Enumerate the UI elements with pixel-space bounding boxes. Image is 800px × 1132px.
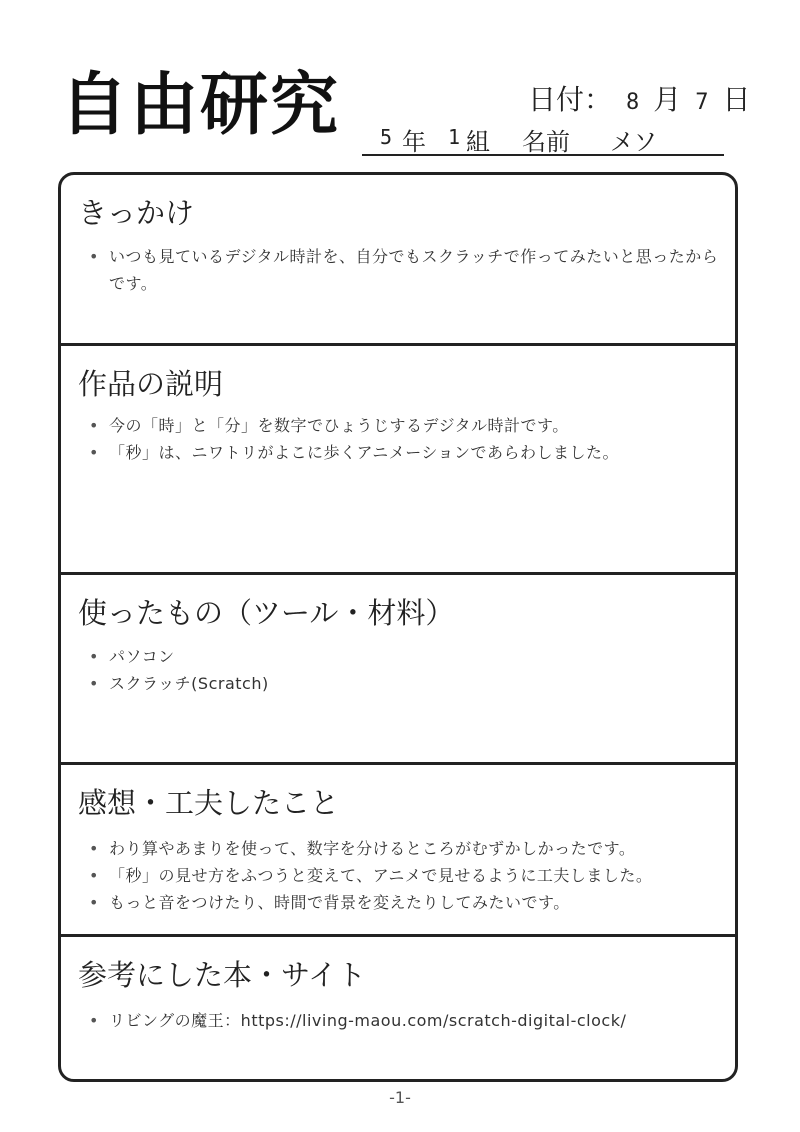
date-day-unit: 日 (722, 83, 751, 116)
grade-number: 5 (380, 125, 393, 149)
list-item: • 「秒」の見せ方をふつうと変えて、アニメで見せるように工夫しました。 (89, 866, 653, 885)
section-title: 参考にした本・サイト (78, 958, 366, 992)
section-title: 作品の説明 (78, 367, 224, 401)
item-list (85, 643, 725, 697)
item-list (85, 243, 725, 297)
section-title: 感想・工夫したこと (78, 786, 340, 820)
class-unit: 組 (466, 128, 490, 156)
section-tools (61, 575, 735, 765)
list-item: • スクラッチ(Scratch) (89, 674, 269, 693)
list-item: • もっと音をつけたり、時間で背景を変えたりしてみたいです。 (89, 893, 570, 912)
page-number: -1- (389, 1088, 411, 1107)
report-sheet (58, 172, 738, 1082)
grade-unit: 年 (402, 128, 426, 156)
page-title: 自由研究 (60, 66, 341, 145)
list-item: • リビングの魔王：https://living-maou.com/scratch-digital-clock/ (89, 1011, 627, 1030)
section-references (61, 937, 735, 1079)
class-number: 1 (448, 125, 461, 149)
date-month-unit: 月 (653, 83, 682, 116)
list-item: • わり算やあまりを使って、数字を分けるところがむずかしかったです。 (89, 839, 636, 858)
section-motivation (61, 175, 735, 346)
section-description (61, 346, 735, 575)
list-item: • 今の「時」と「分」を数字でひょうじするデジタル時計です。 (89, 416, 569, 435)
date-field (528, 78, 751, 118)
item-list (85, 835, 725, 916)
list-item: • パソコン (89, 647, 175, 666)
date-label: 日付： (528, 83, 613, 116)
list-item: • 「秒」は、ニワトリがよこに歩くアニメーションであらわしました。 (89, 443, 620, 462)
date-day: 7 (695, 90, 709, 115)
name-label: 名前 (522, 128, 570, 156)
list-item: • いつも見ているデジタル時計を、自分でもスクラッチで作ってみたいと思ったからです。 (89, 247, 719, 293)
name-value: メソ (610, 128, 658, 156)
date-month: 8 (626, 90, 640, 115)
section-title: きっかけ (78, 196, 195, 230)
item-list (85, 412, 725, 466)
section-impressions (61, 765, 735, 937)
section-title: 使ったもの（ツール・材料） (78, 596, 455, 630)
name-line (362, 120, 724, 156)
item-list (85, 1007, 725, 1034)
